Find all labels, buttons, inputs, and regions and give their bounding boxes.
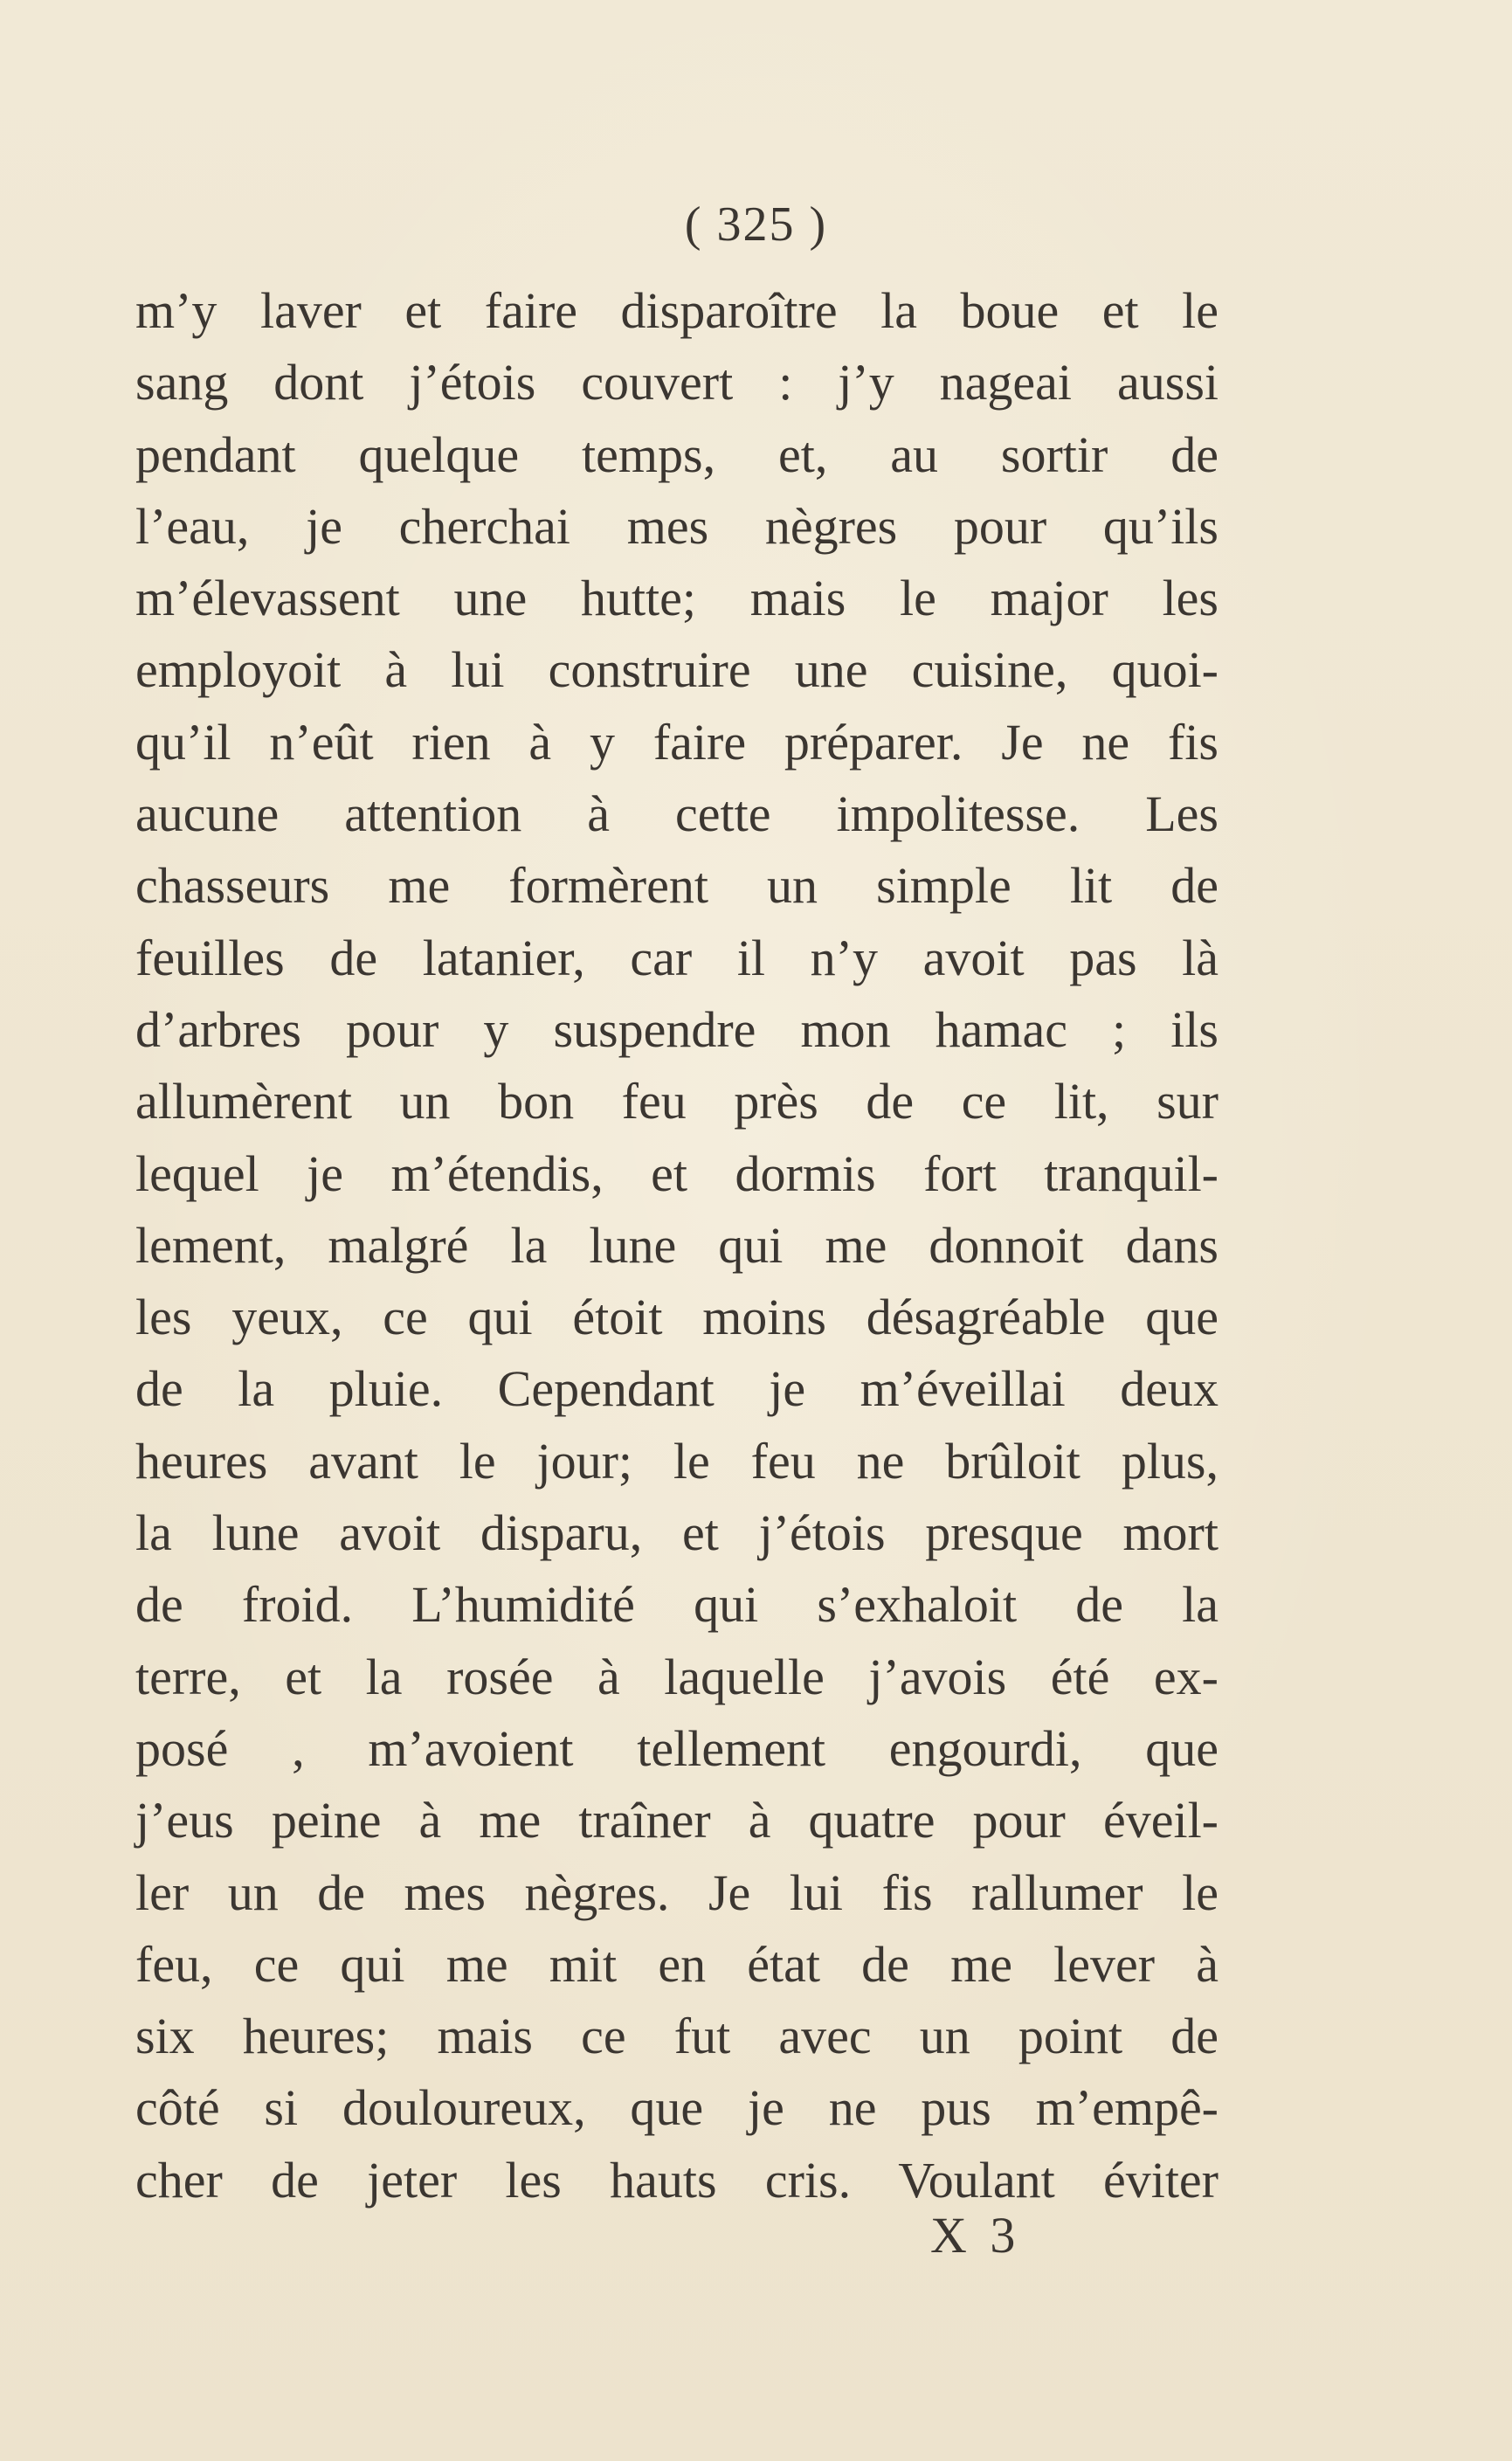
- text-line: cher de jeter les hauts cris. Voulant éviter: [135, 2151, 1219, 2209]
- text-line: qu’il n’eût rien à y faire préparer. Je ne fis: [135, 713, 1219, 771]
- body-text: [135, 275, 1219, 2216]
- text-line: de la pluie. Cependant je m’éveillai deux: [135, 1360, 1219, 1418]
- text-line: les yeux, ce qui étoit moins désagréable que: [135, 1289, 1219, 1346]
- page-number: ( 325 ): [684, 197, 828, 252]
- signature-mark: X 3: [930, 2207, 1021, 2264]
- text-line: m’élevassent une hutte; mais le major les: [135, 570, 1219, 627]
- text-line: lement, malgré la lune qui me donnoit dans: [135, 1216, 1219, 1274]
- text-line: pendant quelque temps, et, au sortir de: [135, 425, 1219, 483]
- text-line: feu, ce qui me mit en état de me lever à: [135, 1935, 1219, 1993]
- text-line: feuilles de latanier, car il n’y avoit pas là: [135, 929, 1219, 986]
- text-line: côté si douloureux, que je ne pus m’empê-: [135, 2079, 1219, 2137]
- text-line: heures avant le jour; le feu ne brûloit plus,: [135, 1432, 1219, 1490]
- text-line: six heures; mais ce fut avec un point de: [135, 2008, 1219, 2065]
- text-line: de froid. L’humidité qui s’exhaloit de la: [135, 1576, 1219, 1634]
- text-line: la lune avoit disparu, et j’étois presque mort: [135, 1504, 1219, 1562]
- text-line: ler un de mes nègres. Je lui fis rallumer le: [135, 1863, 1219, 1921]
- text-line: allumèrent un bon feu près de ce lit, sur: [135, 1073, 1219, 1130]
- text-line: j’eus peine à me traîner à quatre pour éveil-: [135, 1792, 1219, 1849]
- text-line: chasseurs me formèrent un simple lit de: [135, 857, 1219, 915]
- text-line: employoit à lui construire une cuisine, quoi-: [135, 641, 1219, 699]
- text-line: l’eau, je cherchai mes nègres pour qu’ils: [135, 497, 1219, 555]
- text-line: d’arbres pour y suspendre mon hamac ; ils: [135, 1000, 1219, 1058]
- text-line: sang dont j’étois couvert : j’y nageai aussi: [135, 354, 1219, 411]
- text-line: aucune attention à cette impolitesse. Les: [135, 785, 1219, 843]
- text-line: terre, et la rosée à laquelle j’avois été ex-: [135, 1648, 1219, 1705]
- text-line: lequel je m’étendis, et dormis fort tranquil-: [135, 1144, 1219, 1202]
- text-line: m’y laver et faire disparoître la boue et le: [135, 282, 1219, 339]
- text-line: posé , m’avoient tellement engourdi, que: [135, 1719, 1219, 1777]
